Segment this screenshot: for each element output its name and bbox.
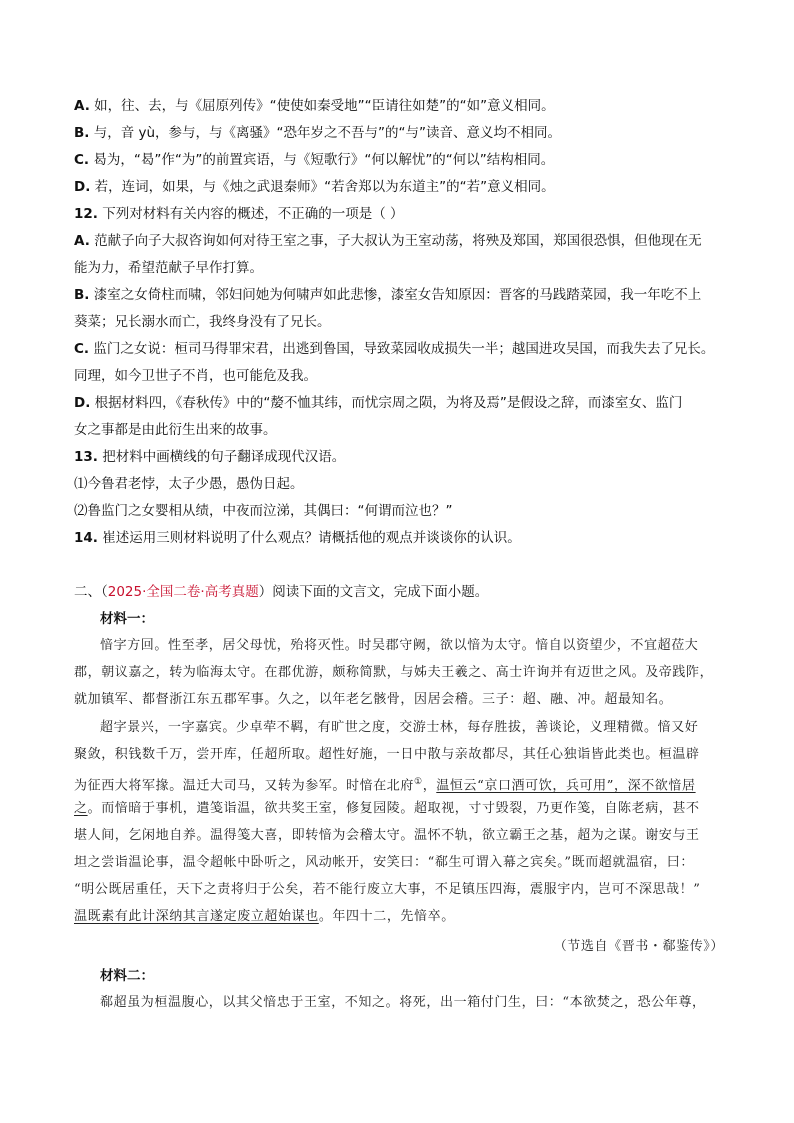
material-1-source: （节选自《晋书・郗鉴传》） xyxy=(553,939,724,954)
exam-source-tag: 2025·全国二卷·高考真题 xyxy=(107,584,259,600)
underlined-sentence-1-end: 之 xyxy=(74,801,88,816)
option-12-d-cont: 女之事都是由此衍生出来的故事。 xyxy=(74,422,277,438)
material-1-line: 之。而愔暗于事机，遣笺诣温，欲共奖王室，修复园陵。超取视，寸寸毁裂，乃更作笺，自陈老病，甚不 xyxy=(74,801,700,816)
material-1-line: 超字景兴，一字嘉宾。少卓荦不羁，有旷世之度，交游士林，每存胜拔，善谈论，义理精微。愔又好 xyxy=(100,720,699,735)
option-12-d: D. 根据材料四，《春秋传》中的“嫠不恤其纬，而忧宗周之陨，为将及焉”是假设之辞，而漆室女、监门 xyxy=(74,395,683,411)
question-13-item-2: ⑵鲁监门之女婴相从绩，中夜而泣涕，其偶曰：“何谓而泣也？” xyxy=(74,503,453,519)
option-12-a-cont: 能为力，希望范献子早作打算。 xyxy=(74,260,263,276)
material-1-line: “明公既居重任，天下之责将归于公矣，若不能行废立大事，不足镇压四海，震服宇内，岂可不深思哉！” xyxy=(74,882,701,897)
question-12: 12. 下列对材料有关内容的概述，不正确的一项是（ ） xyxy=(74,206,404,222)
option-11-a: A. 如，往、去，与《屈原列传》“使使如秦受地”“臣请往如楚”的“如”意义相同。 xyxy=(74,98,555,114)
option-12-a: A. 范献子向子大叔咨询如何对待王室之事，子大叔认为王室动荡，将殃及郑国，郑国很恐惧，但他现在无 xyxy=(74,233,702,249)
footnote-marker: ① xyxy=(414,777,423,787)
option-11-d: D. 若，连词，如果，与《烛之武退秦师》“若舍郑以为东道主”的“若”意义相同。 xyxy=(74,179,555,195)
material-1-line: 坦之尝诣温论事，温令超帐中卧听之，风动帐开，安笑曰：“郗生可谓入幕之宾矣。”既而超就温宿，曰： xyxy=(74,855,694,870)
option-11-c: C. 曷为，“曷”作“为”的前置宾语，与《短歌行》“何以解忧”的“何以”结构相同。 xyxy=(74,152,555,168)
question-14: 14. 崔述运用三则材料说明了什么观点？请概括他的观点并谈谈你的认识。 xyxy=(74,530,521,546)
material-1-line: 聚敛，积钱数千万，尝开库，任超所取。超性好施，一日中散与亲故都尽，其任心独诣皆此类也。桓温辟 xyxy=(74,747,700,762)
material-1-label: 材料一： xyxy=(100,611,154,627)
option-11-b: B. 与，音 yù，参与，与《离骚》“恐年岁之不吾与”的“与”读音、意义均不相同。 xyxy=(74,125,562,141)
material-2-label: 材料二： xyxy=(100,968,154,984)
option-12-b-cont: 葵菜；兄长溺水而亡，我终身没有了兄长。 xyxy=(74,314,331,330)
material-1-line: 就加镇军、都督浙江东五郡军事。久之，以年老乞骸骨，因居会稽。三子：超、融、冲。超最知名。 xyxy=(74,692,673,707)
question-13-item-1: ⑴今鲁君老悖，太子少愚，愚伪日起。 xyxy=(74,476,304,492)
option-12-b: B. 漆室之女倚柱而啸，邻妇问她为何啸声如此悲惨，漆室女告知原因：晋客的马践踏菜园，我一年吃不上 xyxy=(74,287,702,303)
section-2-heading: 二、（2025·全国二卷·高考真题）阅读下面的文言文，完成下面小题。 xyxy=(74,584,489,600)
material-1-line: 愔字方回。性至孝，居父母忧，殆将灭性。时吴郡守阙，欲以愔为太守。愔自以资望少，不宜超莅大 xyxy=(100,638,699,653)
underlined-sentence-2: 温既素有此计深纳其言遂定废立超始谋也 xyxy=(74,909,319,924)
underlined-sentence-1: 温恒云“京口酒可饮，兵可用”，深不欲愔居 xyxy=(436,778,696,794)
material-1-line: 郡，朝议嘉之，转为临海太守。在郡优游，颇称简默，与姊夫王羲之、高士许询并有迈世之风。及帝践阼， xyxy=(74,665,714,680)
option-12-c-cont: 同理，如今卫世子不肖，也可能危及我。 xyxy=(74,368,317,384)
material-1-line: 温既素有此计深纳其言遂定废立超始谋也。年四十二，先愔卒。 xyxy=(74,909,455,924)
material-1-line: 为征西大将军掾。温迁大司马，又转为参军。时愔在北府①，温恒云“京口酒可饮，兵可用”，深不欲愔居 xyxy=(74,777,696,794)
material-1-line: 堪人间，乞闲地自养。温得笺大喜，即转愔为会稽太守。温怀不轨，欲立霸王之基，超为之谋。谢安与王 xyxy=(74,828,700,843)
option-12-c: C. 监门之女说：桓司马得罪宋君，出逃到鲁国，导致菜园收成损失一半；越国进攻吴国，而我失去了兄长。 xyxy=(74,341,715,357)
material-2-line: 郗超虽为桓温腹心，以其父愔忠于王室，不知之。将死，出一箱付门生，曰：“本欲焚之，恐公年尊， xyxy=(100,995,706,1010)
question-13: 13. 把材料中画横线的句子翻译成现代汉语。 xyxy=(74,449,346,465)
